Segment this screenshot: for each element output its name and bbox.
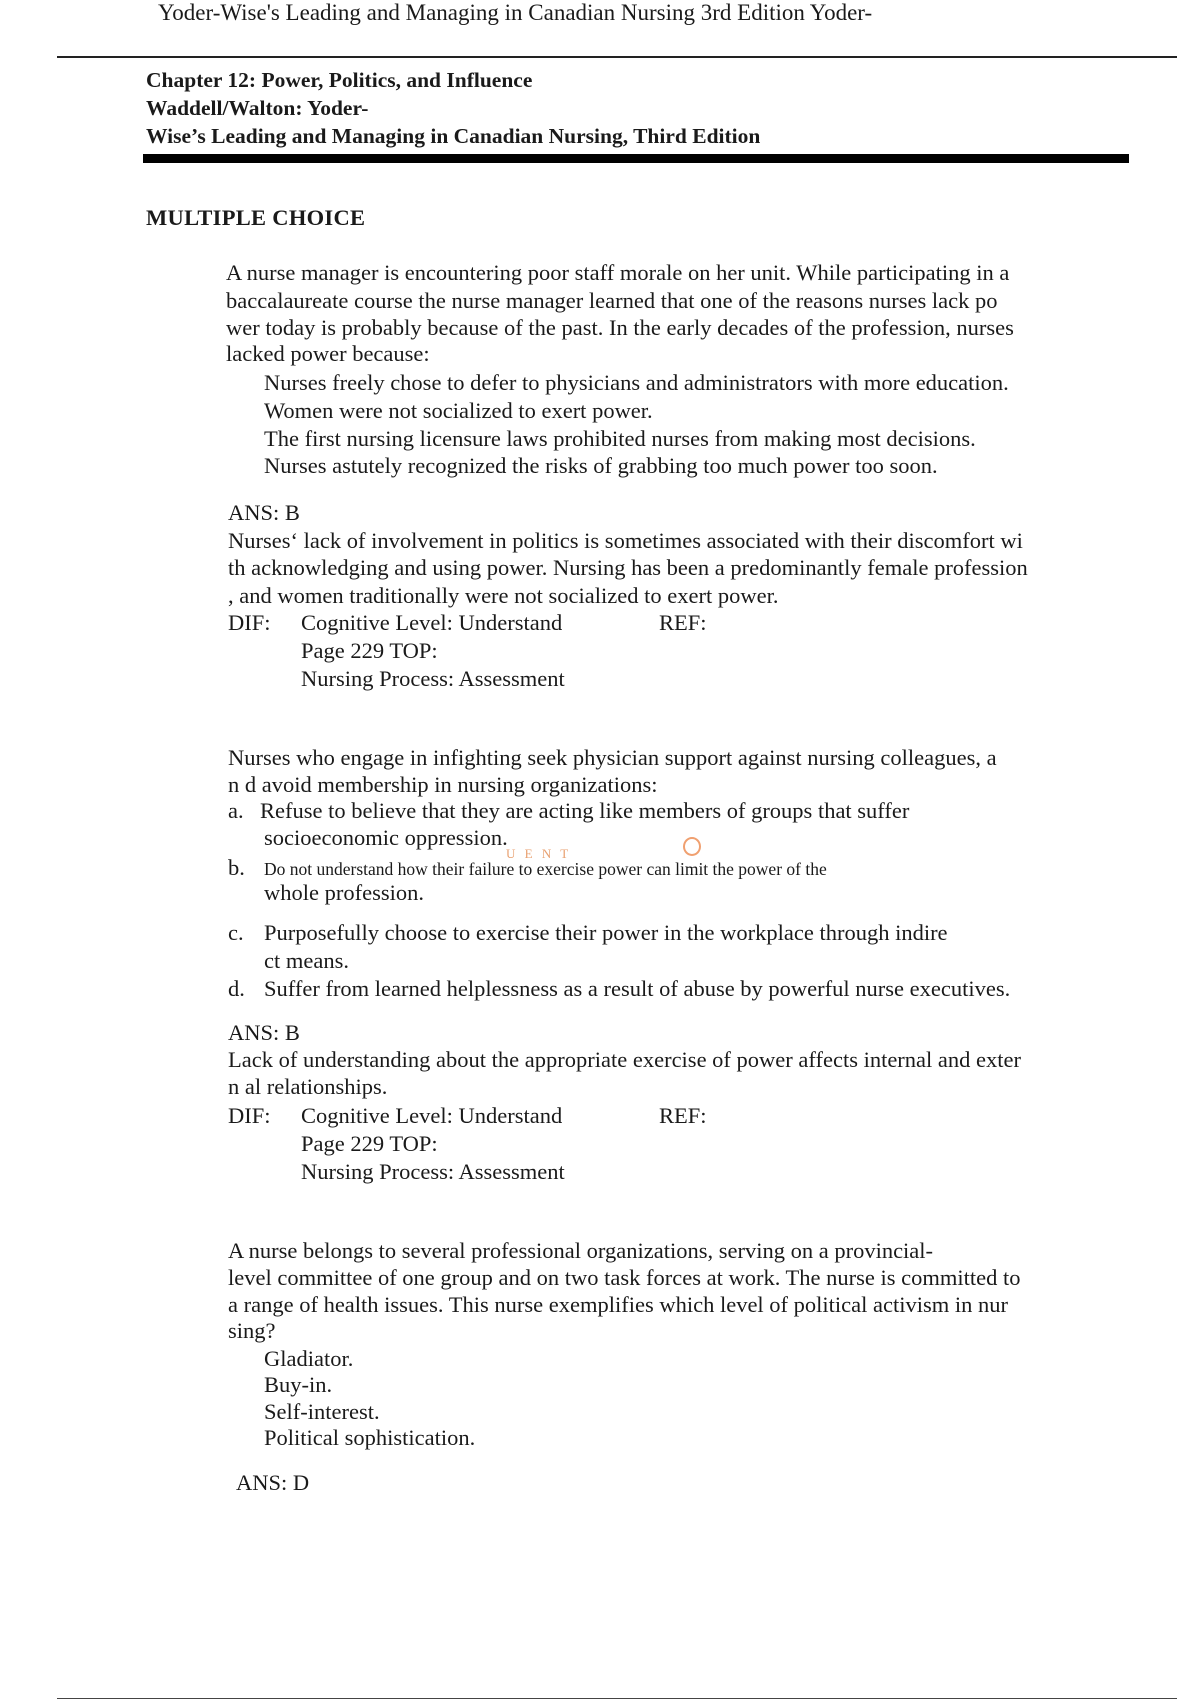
q2-answer: ANS: B: [228, 1020, 300, 1045]
q1-ref-label: REF:: [659, 610, 707, 635]
q2-option-letter: a.: [228, 798, 244, 823]
q1-process: Nursing Process: Assessment: [301, 666, 565, 691]
q1-stem-line: baccalaureate course the nurse manager learned that one of the reasons nurses lack po: [226, 288, 998, 313]
q2-option-letter: c.: [228, 920, 244, 945]
q3-stem-line: a range of health issues. This nurse exemplifies which level of political activism in nur: [228, 1292, 1009, 1317]
q2-option-letter: d.: [228, 976, 245, 1001]
q1-dif-label: DIF:: [228, 610, 271, 635]
q2-rationale-line: Lack of understanding about the appropriate exercise of power affects internal and exter: [228, 1047, 1021, 1072]
chapter-authors: Waddell/Walton: Yoder-: [146, 96, 369, 120]
q3-option: Self-interest.: [264, 1399, 380, 1424]
q2-option-line: Suffer from learned helplessness as a result of abuse by powerful nurse executives.: [264, 976, 1011, 1001]
q3-stem-line: A nurse belongs to several professional organizations, serving on a provincial-: [228, 1238, 934, 1263]
q1-answer: ANS: B: [228, 500, 300, 525]
q2-option-letter: b.: [228, 855, 245, 880]
q3-option: Political sophistication.: [264, 1425, 476, 1450]
q1-option: Nurses freely chose to defer to physicians and administrators with more education.: [264, 370, 1009, 395]
footer-rule: [57, 1698, 1177, 1699]
q3-stem-line: sing?: [228, 1318, 276, 1343]
q2-option-line: socioeconomic oppression.: [264, 825, 508, 850]
q2-option-line: Refuse to believe that they are acting like members of groups that suffer: [260, 798, 910, 823]
q2-option-line: ct means.: [264, 948, 349, 973]
q2-ref-label: REF:: [659, 1103, 707, 1128]
book-title: Wise’s Leading and Managing in Canadian Nursing, Third Edition: [146, 124, 761, 148]
q2-option-line: whole profession.: [264, 880, 424, 905]
q1-rationale-line: th acknowledging and using power. Nursing has been a predominantly female profession: [228, 555, 1028, 580]
q1-option: The first nursing licensure laws prohibited nurses from making most decisions.: [264, 426, 976, 451]
header-rule: [57, 56, 1177, 58]
watermark-circle-icon: [683, 837, 701, 856]
q1-stem-line: A nurse manager is encountering poor staff morale on her unit. While participating in a: [226, 260, 1010, 285]
q2-stem-line: Nurses who engage in infighting seek physician support against nursing colleagues, a: [228, 745, 997, 770]
q2-stem-line: n d avoid membership in nursing organizations:: [228, 772, 658, 797]
chapter-rule: [143, 154, 1129, 163]
q1-page: Page 229 TOP:: [301, 638, 438, 663]
q1-rationale-line: Nurses‘ lack of involvement in politics is sometimes associated with their discomfort wi: [228, 528, 1023, 553]
q2-option-line: Purposefully choose to exercise their power in the workplace through indire: [264, 920, 948, 945]
section-title: MULTIPLE CHOICE: [146, 205, 366, 230]
q2-dif-label: DIF:: [228, 1103, 271, 1128]
q3-stem-line: level committee of one group and on two task forces at work. The nurse is committed to: [228, 1265, 1021, 1290]
q3-answer: ANS: D: [236, 1470, 310, 1495]
q1-option: Women were not socialized to exert power.: [264, 398, 653, 423]
q3-option: Buy-in.: [264, 1372, 333, 1397]
q2-page: Page 229 TOP:: [301, 1131, 438, 1156]
q1-dif-value: Cognitive Level: Understand: [301, 610, 563, 635]
running-header: Yoder-Wise's Leading and Managing in Canadian Nursing 3rd Edition Yoder-: [158, 0, 873, 25]
q1-stem-line: wer today is probably because of the past. In the early decades of the profession, nurses: [226, 315, 1014, 340]
q2-process: Nursing Process: Assessment: [301, 1159, 565, 1184]
q1-rationale-line: , and women traditionally were not socialized to exert power.: [228, 583, 779, 608]
chapter-title: Chapter 12: Power, Politics, and Influence: [146, 68, 533, 92]
q2-rationale-line: n al relationships.: [228, 1074, 388, 1099]
q2-dif-value: Cognitive Level: Understand: [301, 1103, 563, 1128]
q1-option: Nurses astutely recognized the risks of grabbing too much power too soon.: [264, 453, 938, 478]
q2-option-line: Do not understand how their failure to exercise power can limit the power of the: [264, 859, 827, 879]
q1-stem-line: lacked power because:: [226, 341, 430, 366]
q3-option: Gladiator.: [264, 1346, 354, 1371]
watermark-text: U E N T: [506, 846, 572, 861]
